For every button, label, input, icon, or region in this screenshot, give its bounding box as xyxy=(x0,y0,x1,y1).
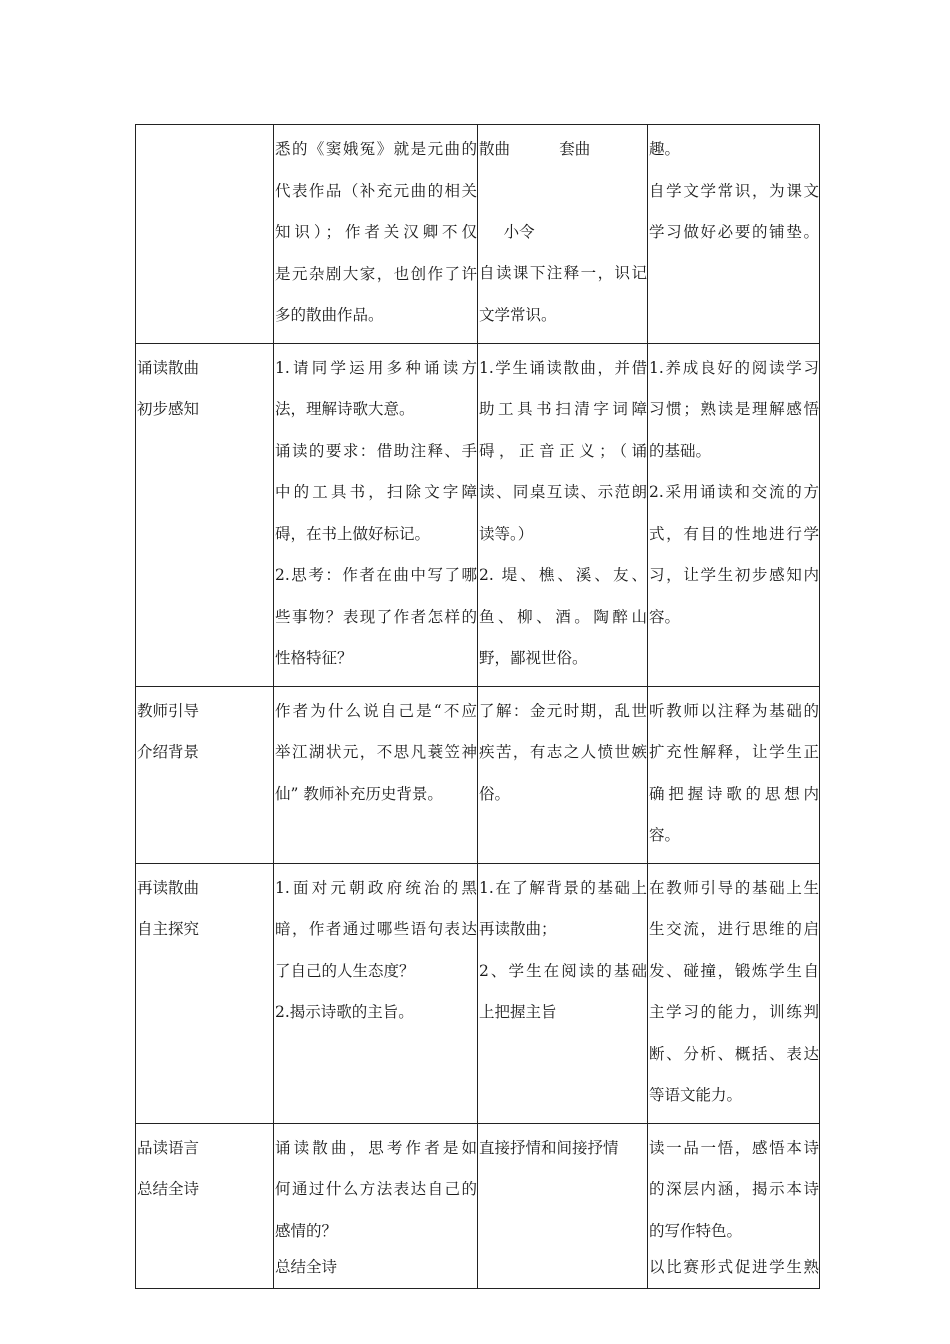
cell-line: 读等。） xyxy=(479,524,534,543)
cell-line: 1.在了解背景的基础上 xyxy=(479,878,647,897)
teacher-activity-cell xyxy=(274,125,478,344)
cell-line: 式，有目的性地进行学 xyxy=(649,524,819,543)
cell-line: 2、学生在阅读的基础 xyxy=(479,961,647,980)
cell-line: 的深层内涵，揭示本诗 xyxy=(649,1180,819,1198)
cell-line: 学习做好必要的铺垫。 xyxy=(649,223,819,241)
cell-line: 是元杂剧大家，也创作了许 xyxy=(275,264,477,283)
cell-line: 诵读的要求：借助注释、手 xyxy=(275,441,477,460)
cell-line: 法，理解诗歌大意。 xyxy=(275,400,415,418)
cell-line: 多的散曲作品。 xyxy=(275,306,384,324)
lesson-plan-table xyxy=(135,124,820,1289)
cell-line: 诵读散曲 xyxy=(137,358,200,377)
cell-line: 主学习的能力，训练判 xyxy=(649,1003,819,1021)
cell-line: 2.思考：作者在曲中写了哪 xyxy=(275,566,477,584)
cell-line: 悉的《窦娥冤》就是元曲的 xyxy=(275,140,477,158)
cell-line: 作者为什么说自己是“不应 xyxy=(275,701,477,720)
cell-line: 代表作品（补充元曲的相关 xyxy=(275,181,477,200)
cell-line: 碍，正音正义；（诵 xyxy=(479,441,647,460)
cell-line: 仙” 教师补充历史背景。 xyxy=(275,784,443,803)
cell-line: 容。 xyxy=(649,607,681,626)
cell-line: 再读散曲 xyxy=(137,878,200,897)
stage-cell xyxy=(136,125,274,344)
cell-line: 生交流，进行思维的启 xyxy=(649,920,819,938)
cell-line: 性格特征？ xyxy=(275,649,353,667)
cell-line: 再读散曲； xyxy=(479,920,557,938)
cell-line: 1.养成良好的阅读学习 xyxy=(649,358,819,377)
student-activity-cell xyxy=(478,1123,648,1289)
cell-line: 1.面对元朝政府统治的黑 xyxy=(275,878,477,897)
cell-line: 听教师以注释为基础的 xyxy=(649,701,819,720)
cell-line: 知识）；作者关汉卿不仅 xyxy=(275,223,477,241)
cell-line: 总结全诗 xyxy=(137,1180,200,1198)
student-activity-cell xyxy=(478,343,648,686)
cell-line: 容。 xyxy=(649,826,681,844)
design-intent-cell xyxy=(648,686,820,863)
student-activity-cell xyxy=(478,686,648,863)
spacer xyxy=(479,171,647,212)
cell-line: 读一品一悟，感悟本诗 xyxy=(649,1138,819,1157)
cell-line: 了自己的人生态度？ xyxy=(275,961,415,980)
cell-line: 散曲 套曲 xyxy=(479,140,591,158)
table-row xyxy=(136,125,820,344)
teacher-activity-cell xyxy=(274,863,478,1123)
cell-line: 在教师引导的基础上生 xyxy=(649,878,819,897)
table-row xyxy=(136,1123,820,1289)
design-intent-cell xyxy=(648,863,820,1123)
cell-line: 品读语言 xyxy=(137,1138,200,1157)
cell-line: 些事物？表现了作者怎样的 xyxy=(275,607,477,626)
student-activity-cell xyxy=(478,125,648,344)
cell-line: 习惯；熟读是理解感悟 xyxy=(649,400,819,418)
cell-line: 暗，作者通过哪些语句表达 xyxy=(275,920,477,938)
cell-line: 感情的？ xyxy=(275,1221,338,1240)
cell-line: 教师引导 xyxy=(137,701,200,720)
table-row xyxy=(136,686,820,863)
cell-line: 读、同桌互读、示范朗 xyxy=(479,483,647,501)
cell-line: 1.学生诵读散曲，并借 xyxy=(479,358,647,377)
cell-line: 以比赛形式促进学生熟 xyxy=(649,1258,819,1276)
cell-line: 的写作特色。 xyxy=(649,1221,743,1240)
teacher-activity-cell xyxy=(274,686,478,863)
cell-line: 介绍背景 xyxy=(137,743,200,761)
cell-line: 俗。 xyxy=(479,784,511,803)
cell-line: 碍，在书上做好标记。 xyxy=(275,524,431,543)
cell-line: 的基础。 xyxy=(649,441,712,460)
cell-line: 等语文能力。 xyxy=(649,1086,743,1104)
cell-line: 疾苦，有志之人愤世嫉 xyxy=(479,743,647,761)
cell-line: 2.揭示诗歌的主旨。 xyxy=(275,1003,414,1021)
cell-line: 何通过什么方法表达自己的 xyxy=(275,1180,477,1198)
cell-line: 断、分析、概括、表达 xyxy=(649,1044,819,1063)
cell-line: 举江湖状元，不思凡蓑笠神 xyxy=(275,743,477,761)
cell-line: 诵读散曲，思考作者是如 xyxy=(275,1138,477,1157)
student-activity-cell xyxy=(478,863,648,1123)
cell-line: 1.请同学运用多种诵读方 xyxy=(275,358,477,377)
cell-line: 了解：金元时期，乱世 xyxy=(479,701,647,720)
table-row xyxy=(136,343,820,686)
teacher-activity-cell xyxy=(274,1123,478,1289)
cell-line: 2.采用诵读和交流的方 xyxy=(649,483,819,501)
cell-line: 文学常识。 xyxy=(479,305,557,324)
cell-line: 中的工具书，扫除文字障 xyxy=(275,483,477,501)
cell-line: 发、碰撞，锻炼学生自 xyxy=(649,961,819,980)
cell-line: 初步感知 xyxy=(137,400,200,418)
stage-cell xyxy=(136,1123,274,1289)
cell-line: 野，鄙视世俗。 xyxy=(479,649,588,667)
cell-line: 助工具书扫清字词障 xyxy=(479,400,647,418)
cell-line: 总结全诗 xyxy=(275,1258,338,1276)
cell-line: 2. 堤、樵、溪、友、 xyxy=(479,566,647,584)
cell-line: 趣。 xyxy=(649,140,681,158)
cell-line: 确把握诗歌的思想内 xyxy=(649,784,819,803)
cell-line: 鱼、柳、酒。陶醉山 xyxy=(479,607,647,626)
design-intent-cell xyxy=(648,343,820,686)
stage-cell xyxy=(136,863,274,1123)
cell-line: 小令 xyxy=(479,222,535,241)
table-row xyxy=(136,863,820,1123)
teacher-activity-cell xyxy=(274,343,478,686)
stage-cell xyxy=(136,686,274,863)
design-intent-cell xyxy=(648,1123,820,1289)
cell-line: 上把握主旨 xyxy=(479,1003,557,1021)
cell-line: 扩充性解释，让学生正 xyxy=(649,743,819,761)
cell-line: 自学文学常识，为课文 xyxy=(649,181,819,200)
stage-cell xyxy=(136,343,274,686)
cell-line: 自读课下注释一，识记 xyxy=(479,264,647,282)
design-intent-cell xyxy=(648,125,820,344)
cell-line: 习，让学生初步感知内 xyxy=(649,566,819,584)
cell-line: 直接抒情和间接抒情 xyxy=(479,1138,619,1157)
cell-line: 自主探究 xyxy=(137,920,200,938)
